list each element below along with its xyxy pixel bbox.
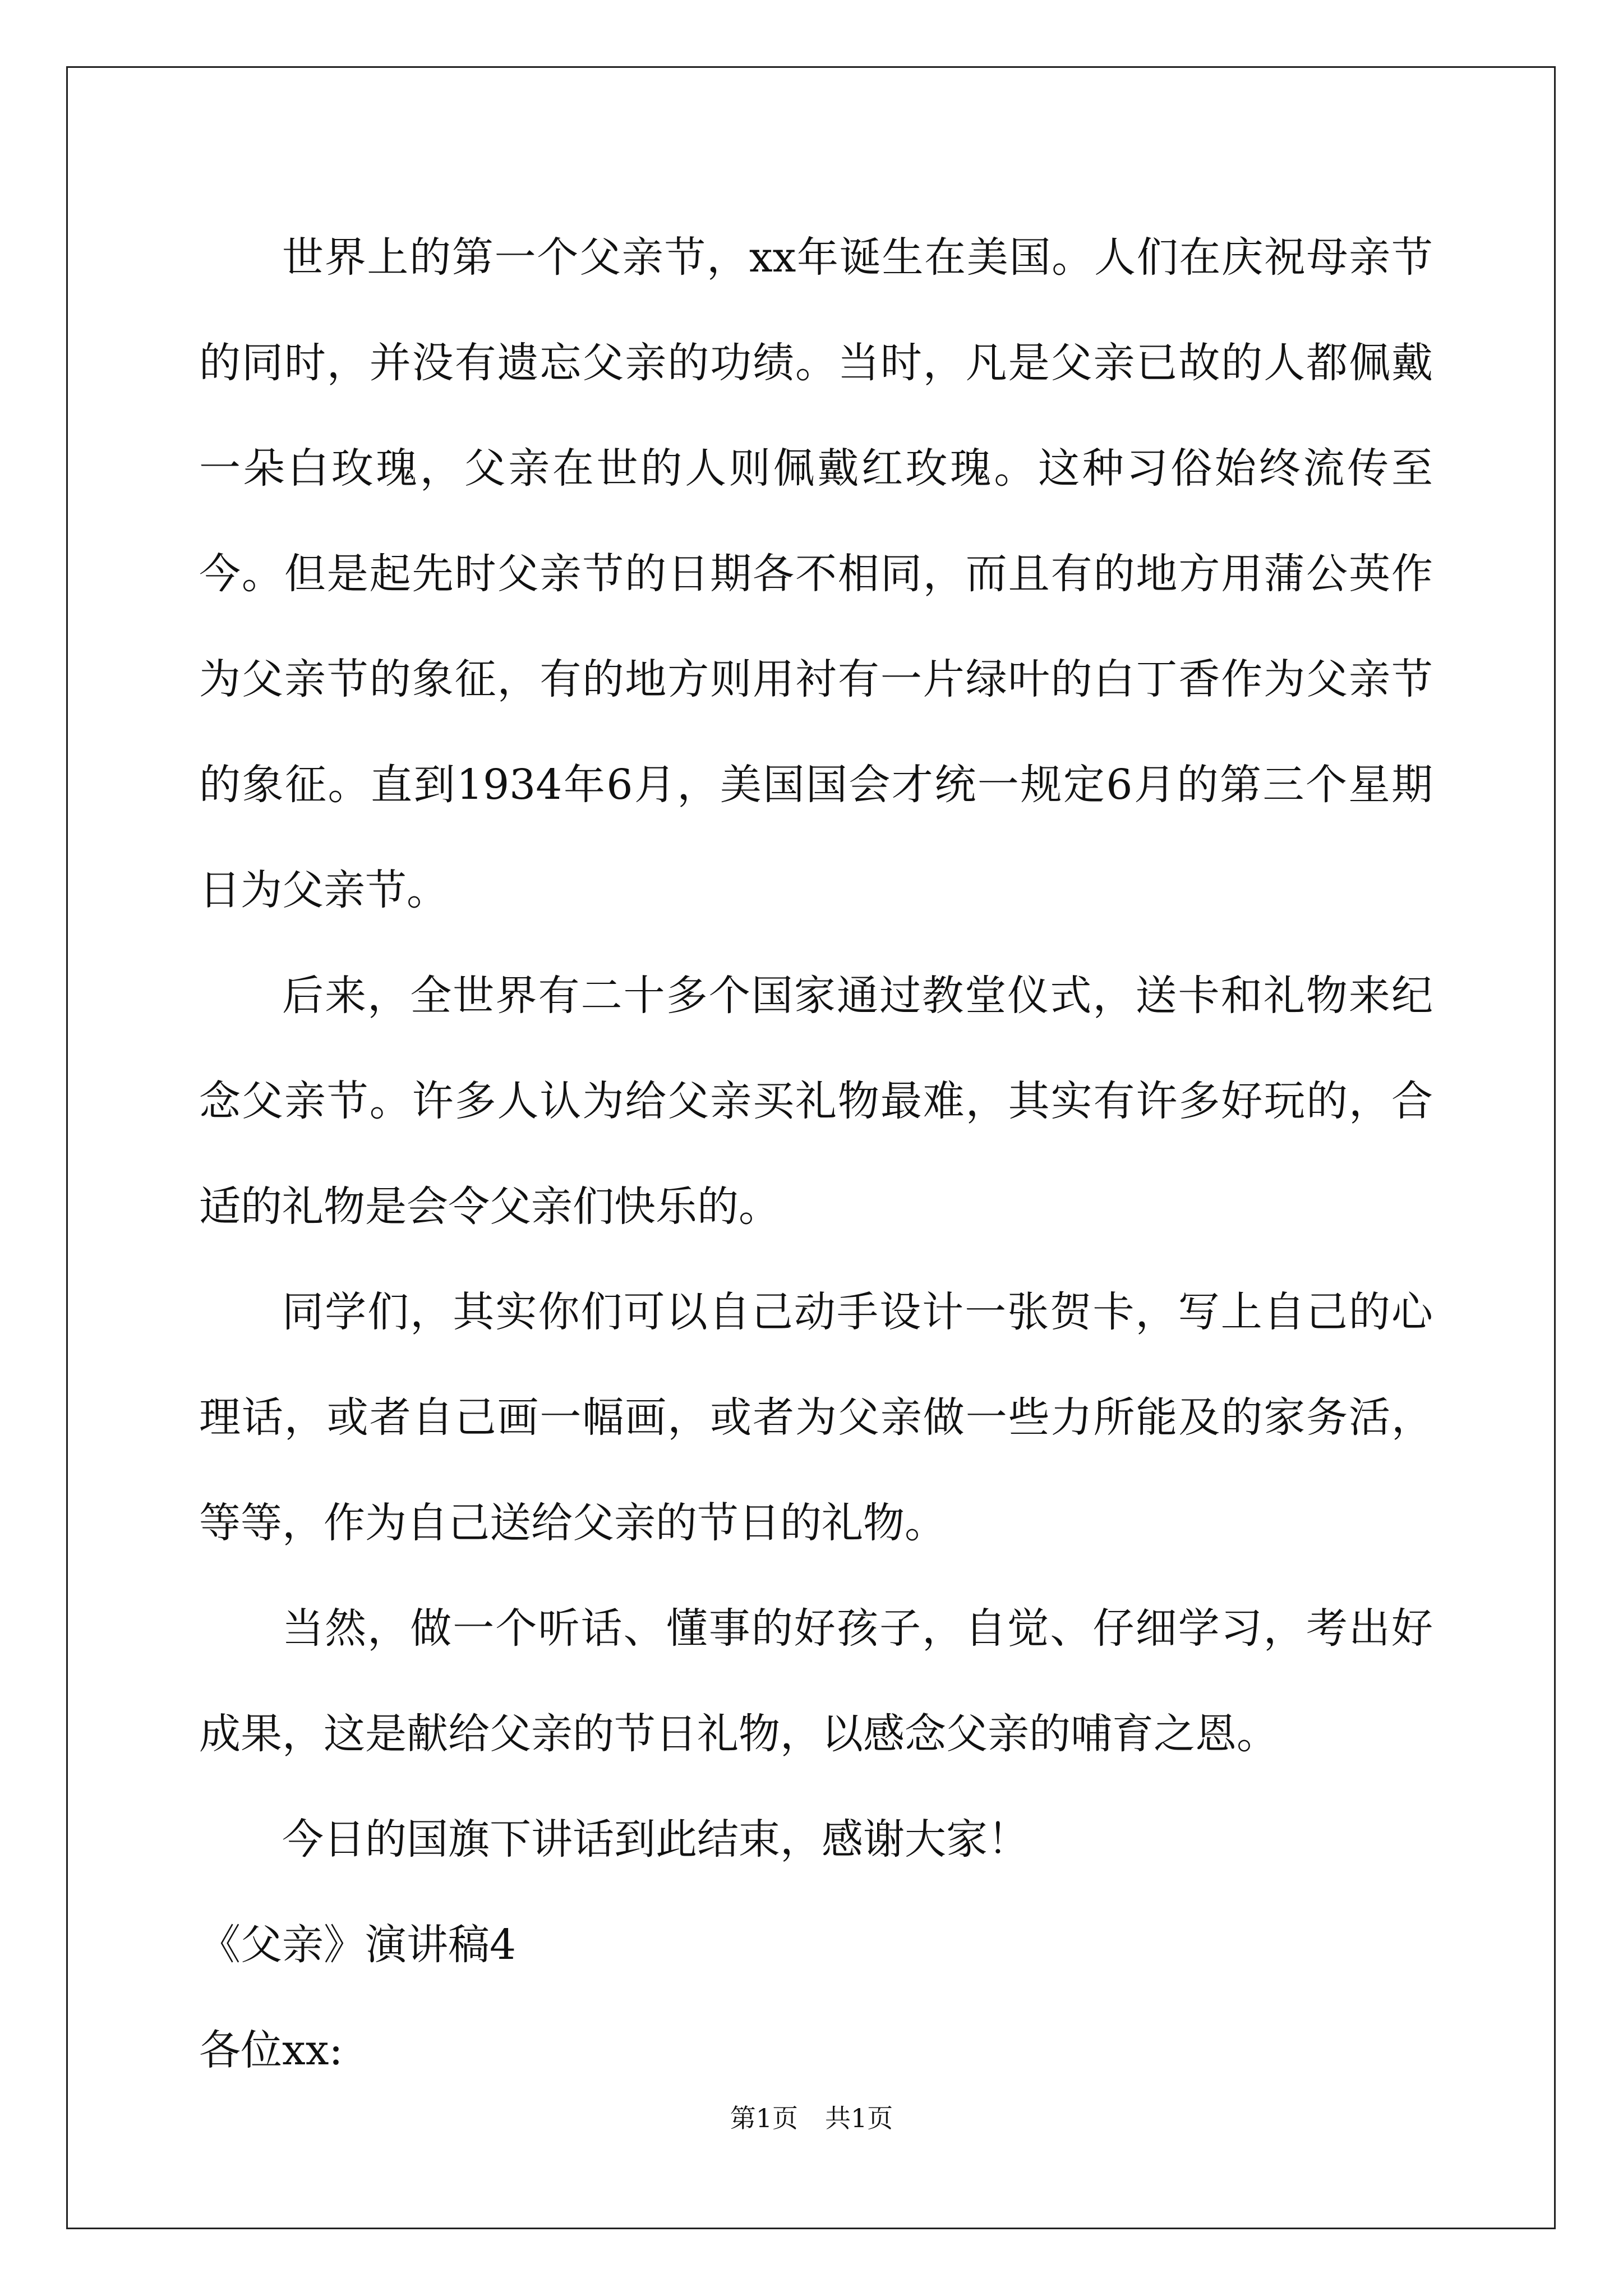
salutation: 各位xx: [199,2026,343,2074]
paragraph-3: 同学们，其实你们可以自己动手设计一张贺卡，写上自己的心理话，或者自己画一幅画，或者为父亲做一些力所能及的家务活，等等，作为自己送给父亲的节日的礼物。 [199,1288,1433,1547]
paragraph-2: 后来，全世界有二十多个国家通过教堂仪式，送卡和礼物来纪念父亲节。许多人认为给父亲买礼物最难，其实有许多好玩的，合适的礼物是会令父亲们快乐的。 [199,972,1433,1231]
page-number: 第1页 [730,2103,798,2133]
paragraph-5: 今日的国旗下讲话到此结束，感谢大家！ [282,1815,1029,1864]
page-total: 共1页 [825,2103,893,2133]
section-heading: 《父亲》演讲稿4 [199,1921,517,1969]
paragraph-1: 世界上的第一个父亲节，xx年诞生在美国。人们在庆祝母亲节的同时，并没有遗忘父亲的功绩。当时，凡是父亲已故的人都佩戴一朵白玫瑰，父亲在世的人则佩戴红玫瑰。这种习俗始终流传至今。但是起先时父亲节的日期各不相同，而且有的地方用蒲公英作为父亲节的象征，有的地方则用衬有一片绿叶的白丁香作为父亲节的象征。直到1934年6月，美国国会才统一规定6月的第三个星期日为父亲节。 [199,233,1433,914]
document-body [199,205,1433,2103]
page-footer [0,2098,1623,2135]
paragraph-4: 当然，做一个听话、懂事的好孩子，自觉、仔细学习，考出好成果，这是献给父亲的节日礼物，以感念父亲的哺育之恩。 [199,1604,1433,1758]
